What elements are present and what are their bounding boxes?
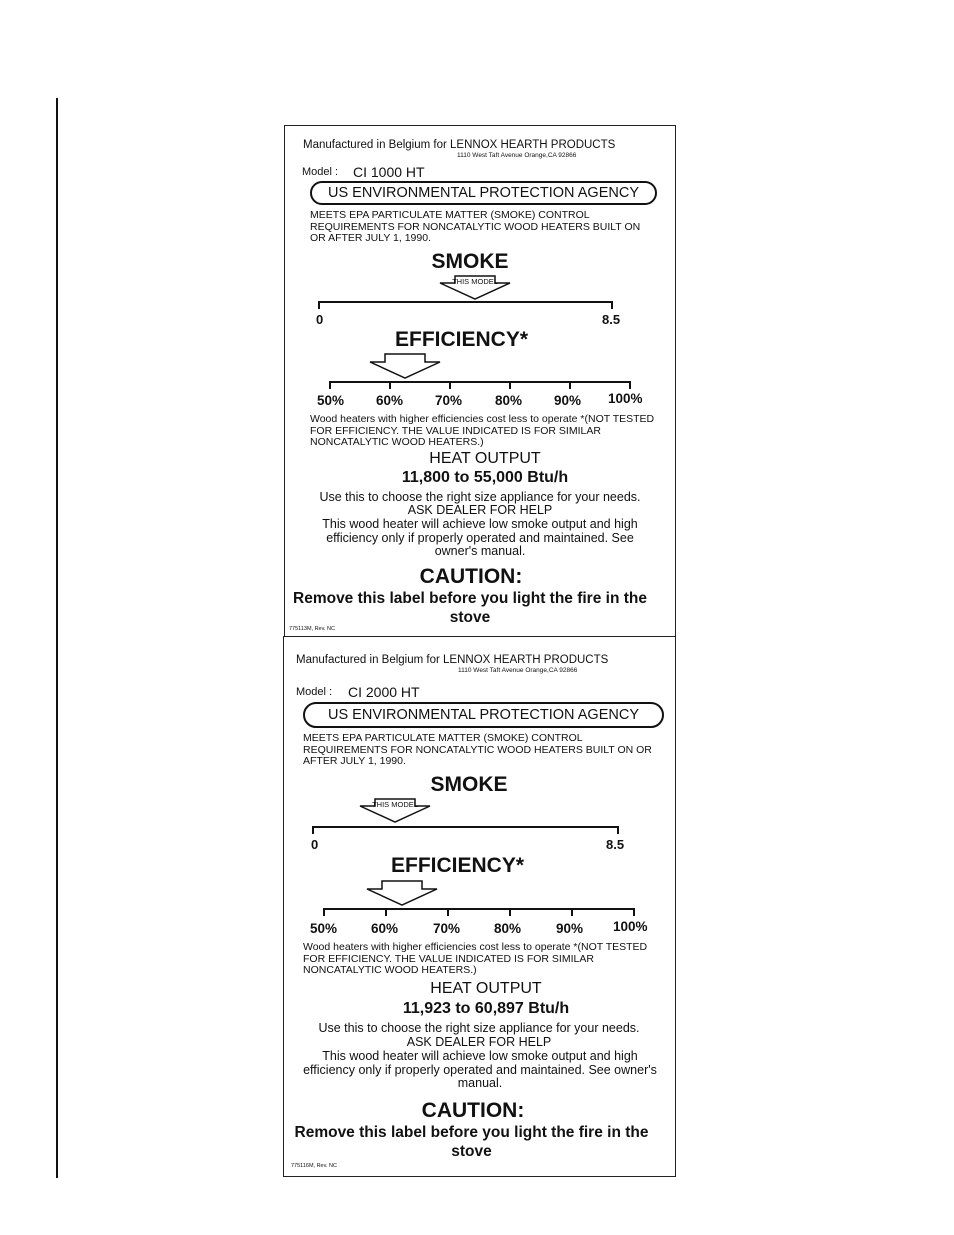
manufacturer-line: Manufactured in Belgium for LENNOX HEARTH PRODUCTS <box>296 654 609 666</box>
part-number: 775113M, Rev. NC <box>289 626 335 632</box>
efficiency-note: Wood heaters with higher efficiencies cost less to operate *(NOT TESTED FOR EFFICIENCY. THE VALUE INDICATED IS FOR SIMILAR NONCATALYTIC WOOD HEATERS.) <box>303 941 648 976</box>
smoke-scale-tick <box>611 301 613 309</box>
part-number: 775116M, Rev. NC <box>291 1163 337 1169</box>
epa-agency-banner: US ENVIRONMENTAL PROTECTION AGENCY <box>310 181 657 205</box>
operation-notice: This wood heater will achieve low smoke output and high efficiency only if properly operated and maintained. See owner's manual. <box>303 1049 657 1090</box>
sizing-advice: Use this to choose the right size appliance for your needs. <box>318 1021 640 1035</box>
efficiency-tick <box>389 381 391 389</box>
model-key: Model : <box>296 686 333 698</box>
efficiency-arrow-icon <box>366 880 438 906</box>
efficiency-heading: EFFICIENCY* <box>395 328 529 351</box>
ask-dealer: ASK DEALER FOR HELP <box>406 1035 552 1049</box>
efficiency-tick <box>385 908 387 916</box>
efficiency-tick-label: 60% <box>371 921 399 936</box>
efficiency-tick-label: 100% <box>613 919 648 934</box>
smoke-scale-bar <box>312 826 618 828</box>
model-value: CI 1000 HT <box>353 164 425 180</box>
efficiency-scale-bar <box>323 908 635 910</box>
efficiency-tick-label: 70% <box>435 393 463 408</box>
efficiency-tick <box>629 381 631 389</box>
efficiency-tick-label: 60% <box>376 393 404 408</box>
efficiency-tick-label: 80% <box>495 393 523 408</box>
efficiency-heading: EFFICIENCY* <box>391 854 525 877</box>
efficiency-arrow-icon <box>369 353 441 379</box>
efficiency-tick-label: 80% <box>494 921 522 936</box>
efficiency-tick-label: 90% <box>554 393 582 408</box>
caution-heading: CAUTION: <box>419 565 523 588</box>
efficiency-tick <box>323 908 325 916</box>
ask-dealer: ASK DEALER FOR HELP <box>407 503 553 517</box>
address-line: 1110 West Taft Avenue Orange,CA 92866 <box>457 152 577 159</box>
address-line: 1110 West Taft Avenue Orange,CA 92866 <box>458 667 578 674</box>
sizing-advice: Use this to choose the right size appliance for your needs. <box>319 490 641 504</box>
remove-label-warning: Remove this label before you light the fire in the stove <box>293 590 647 626</box>
efficiency-tick <box>509 381 511 389</box>
smoke-max: 8.5 <box>602 312 621 327</box>
efficiency-tick-label: 70% <box>433 921 461 936</box>
smoke-scale-bar <box>318 301 612 303</box>
epa-compliance-text: MEETS EPA PARTICULATE MATTER (SMOKE) CONTROL REQUIREMENTS FOR NONCATALYTIC WOOD HEATERS BUILT ON OR AFTER JULY 1, 1990. <box>303 732 652 767</box>
model-key: Model : <box>302 166 339 178</box>
efficiency-note: Wood heaters with higher efficiencies cost less to operate *(NOT TESTED FOR EFFICIENCY. THE VALUE INDICATED IS FOR SIMILAR NONCATALYTIC WOOD HEATERS.) <box>310 413 655 448</box>
model-value: CI 2000 HT <box>348 684 420 700</box>
heat-output-heading: HEAT OUTPUT <box>430 980 542 997</box>
remove-label-warning: Remove this label before you light the fire in the stove <box>294 1124 649 1160</box>
efficiency-scale-bar <box>329 381 631 383</box>
efficiency-tick <box>569 381 571 389</box>
this-model-label: THIS MODEL <box>452 277 498 286</box>
smoke-scale-tick <box>318 301 320 309</box>
heat-output-heading: HEAT OUTPUT <box>429 450 541 467</box>
efficiency-tick <box>633 908 635 916</box>
page-margin-rule <box>56 98 58 1178</box>
smoke-min: 0 <box>311 837 319 852</box>
smoke-scale-tick <box>312 826 314 834</box>
epa-agency-banner: US ENVIRONMENTAL PROTECTION AGENCY <box>303 702 664 728</box>
smoke-heading: SMOKE <box>430 773 508 796</box>
heat-output-value: 11,800 to 55,000 Btu/h <box>401 469 569 486</box>
operation-notice: This wood heater will achieve low smoke output and high efficiency only if properly operated and maintained. See owner's manual. <box>322 517 638 558</box>
smoke-scale-tick <box>617 826 619 834</box>
smoke-heading: SMOKE <box>431 250 509 273</box>
efficiency-tick <box>509 908 511 916</box>
efficiency-tick <box>449 381 451 389</box>
smoke-max: 8.5 <box>606 837 625 852</box>
manufacturer-line: Manufactured in Belgium for LENNOX HEARTH PRODUCTS <box>303 139 616 151</box>
epa-label-ci1000 <box>284 125 676 637</box>
this-model-label: THIS MODEL <box>372 800 418 809</box>
efficiency-tick <box>447 908 449 916</box>
efficiency-tick <box>571 908 573 916</box>
efficiency-tick-label: 50% <box>317 393 345 408</box>
heat-output-value: 11,923 to 60,897 Btu/h <box>402 1000 570 1017</box>
epa-compliance-text: MEETS EPA PARTICULATE MATTER (SMOKE) CONTROL REQUIREMENTS FOR NONCATALYTIC WOOD HEATERS BUILT ON OR AFTER JULY 1, 1990. <box>310 209 641 244</box>
efficiency-tick-label: 90% <box>556 921 584 936</box>
efficiency-tick-label: 50% <box>310 921 338 936</box>
efficiency-tick <box>329 381 331 389</box>
epa-label-ci2000 <box>283 636 676 1177</box>
caution-heading: CAUTION: <box>421 1099 525 1122</box>
smoke-min: 0 <box>316 312 324 327</box>
efficiency-tick-label: 100% <box>608 391 643 406</box>
